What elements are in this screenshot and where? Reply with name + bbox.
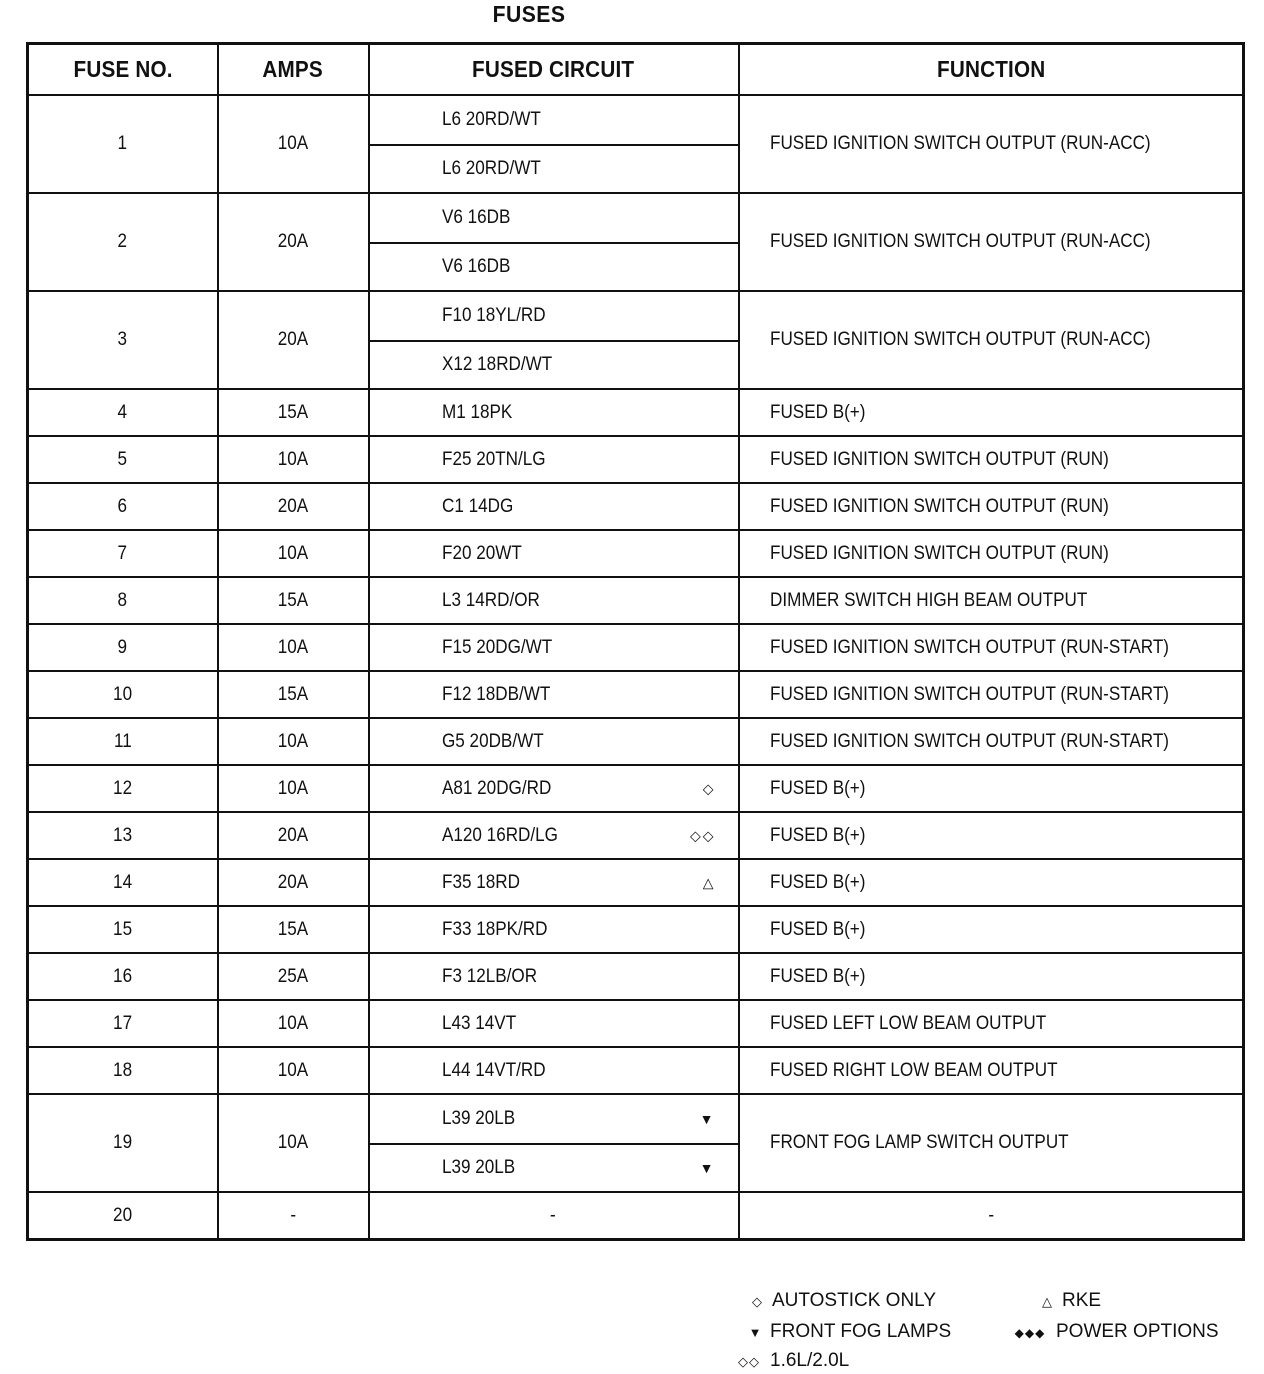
- amps-cell: [218, 1192, 369, 1240]
- amps-cell: [218, 1000, 369, 1047]
- table-row: [28, 1000, 1244, 1047]
- page-title: FUSES: [492, 1, 566, 27]
- header-fuse-no: FUSE NO.: [28, 44, 218, 96]
- amps-cell: [218, 718, 369, 765]
- amps-value: -: [290, 1204, 296, 1226]
- fused-circuit-cell: [369, 859, 739, 906]
- fuse-number: 2: [117, 231, 128, 252]
- circuit-item: [370, 578, 738, 623]
- triangle-icon: △: [702, 874, 716, 890]
- fuse-number: 12: [113, 777, 133, 799]
- down-triangle-icon: ▼: [699, 1160, 716, 1176]
- legend-label: FRONT FOG LAMPS: [770, 1321, 952, 1342]
- amps-value: 20A: [277, 871, 309, 893]
- function-text: -: [987, 1204, 994, 1226]
- fuse-number: 7: [117, 542, 128, 564]
- fuse-number-cell: [28, 671, 218, 718]
- function-cell: [739, 953, 1244, 1000]
- fused-circuit-cell: [369, 906, 739, 953]
- fuse-number: 5: [117, 448, 128, 470]
- table-row: [28, 389, 1244, 436]
- circuit-item: [370, 625, 738, 670]
- fuse-number-cell: [28, 1192, 218, 1240]
- fuse-number: 10: [113, 683, 133, 705]
- circuit-code: F12 18DB/WT: [441, 683, 550, 705]
- circuit-code: X12 18RD/WT: [441, 354, 552, 375]
- fuse-number: 3: [117, 329, 128, 350]
- fuse-number-cell: [28, 1094, 218, 1192]
- function-text: FUSED IGNITION SWITCH OUTPUT (RUN-ACC): [769, 231, 1151, 252]
- function-text: FUSED B(+): [769, 824, 865, 846]
- function-text: DIMMER SWITCH HIGH BEAM OUTPUT: [769, 589, 1087, 611]
- diamond-icon: ◇: [752, 1294, 762, 1309]
- amps-value: 10A: [277, 1132, 309, 1153]
- fuse-number-cell: [28, 436, 218, 483]
- table-row: [28, 1047, 1244, 1094]
- fuse-number-cell: [28, 624, 218, 671]
- circuit-code: F33 18PK/RD: [441, 918, 548, 940]
- function-cell: [739, 530, 1244, 577]
- circuit-item: [370, 531, 738, 576]
- legend-autostick: [748, 1290, 936, 1312]
- circuit-item: [370, 96, 738, 144]
- amps-cell: [218, 859, 369, 906]
- amps-value: 20A: [277, 329, 309, 350]
- amps-cell: [218, 193, 369, 291]
- table-row: [28, 624, 1244, 671]
- circuit-code: -: [550, 1204, 557, 1226]
- fused-circuit-cell: [369, 483, 739, 530]
- circuit-item: [370, 719, 738, 764]
- amps-value: 10A: [277, 542, 309, 564]
- fuse-table: [26, 42, 1245, 1241]
- fused-circuit-cell: [369, 389, 739, 436]
- table-row: [28, 193, 1244, 291]
- table-row: [28, 718, 1244, 765]
- fuse-number: 16: [113, 965, 133, 987]
- function-cell: [739, 95, 1244, 193]
- fuse-number-cell: [28, 193, 218, 291]
- amps-cell: [218, 906, 369, 953]
- amps-value: 15A: [277, 918, 309, 940]
- function-text: FUSED RIGHT LOW BEAM OUTPUT: [769, 1059, 1058, 1081]
- table-header-row: [28, 44, 1244, 96]
- fuse-number-cell: [28, 1047, 218, 1094]
- amps-value: 15A: [277, 589, 309, 611]
- function-text: FUSED B(+): [769, 777, 865, 799]
- function-cell: [739, 812, 1244, 859]
- fuse-number: 14: [113, 871, 133, 893]
- fused-circuit-cell: [369, 1000, 739, 1047]
- circuit-item: [370, 144, 738, 192]
- fuse-number-cell: [28, 718, 218, 765]
- fused-circuit-cell: [369, 624, 739, 671]
- fuse-number: 1: [117, 133, 128, 154]
- table-row: [28, 291, 1244, 389]
- function-text: FUSED IGNITION SWITCH OUTPUT (RUN-ACC): [769, 133, 1151, 154]
- fuse-number-cell: [28, 1000, 218, 1047]
- function-text: FUSED B(+): [769, 401, 865, 423]
- table-row: [28, 577, 1244, 624]
- function-cell: [739, 1094, 1244, 1192]
- amps-cell: [218, 1047, 369, 1094]
- amps-value: 10A: [277, 636, 309, 658]
- function-cell: [739, 1192, 1244, 1240]
- table-row: [28, 859, 1244, 906]
- amps-cell: [218, 530, 369, 577]
- amps-cell: [218, 483, 369, 530]
- table-row: [28, 530, 1244, 577]
- function-text: FUSED B(+): [769, 918, 865, 940]
- amps-cell: [218, 577, 369, 624]
- double-diamond-icon: ◇◇: [738, 1354, 760, 1369]
- fuse-number: 9: [117, 636, 128, 658]
- circuit-code: L6 20RD/WT: [441, 158, 541, 179]
- function-text: FRONT FOG LAMP SWITCH OUTPUT: [769, 1132, 1069, 1153]
- function-cell: [739, 389, 1244, 436]
- fuse-number: 17: [113, 1012, 133, 1034]
- fused-circuit-cell: [369, 671, 739, 718]
- circuit-item: [370, 340, 738, 388]
- function-text: FUSED B(+): [769, 965, 865, 987]
- circuit-item: [370, 194, 738, 242]
- amps-value: 15A: [277, 401, 309, 423]
- table-row: [28, 812, 1244, 859]
- amps-cell: [218, 953, 369, 1000]
- table-row: [28, 95, 1244, 193]
- circuit-item: [370, 766, 738, 811]
- fuse-number-cell: [28, 859, 218, 906]
- function-text: FUSED IGNITION SWITCH OUTPUT (RUN): [769, 542, 1109, 564]
- fused-circuit-cell: [369, 1094, 739, 1192]
- amps-cell: [218, 389, 369, 436]
- function-cell: [739, 1047, 1244, 1094]
- amps-cell: [218, 1094, 369, 1192]
- amps-cell: [218, 291, 369, 389]
- fused-circuit-cell: [369, 953, 739, 1000]
- amps-cell: [218, 624, 369, 671]
- table-row: [28, 483, 1244, 530]
- double-diamond-icon: ◇◇: [689, 827, 716, 843]
- circuit-code: G5 20DB/WT: [441, 730, 544, 752]
- amps-cell: [218, 765, 369, 812]
- function-cell: [739, 483, 1244, 530]
- fuse-number-cell: [28, 577, 218, 624]
- table-row: [28, 1094, 1244, 1192]
- legend-label: RKE: [1062, 1290, 1102, 1311]
- amps-value: 15A: [277, 683, 309, 705]
- fuse-number: 18: [113, 1059, 133, 1081]
- circuit-item: [370, 813, 738, 858]
- function-cell: [739, 1000, 1244, 1047]
- circuit-item: [370, 1193, 738, 1238]
- header-amps: AMPS: [218, 44, 369, 96]
- circuit-code: L39 20LB: [441, 1157, 515, 1178]
- amps-value: 10A: [277, 777, 309, 799]
- header-fused-circuit: FUSED CIRCUIT: [369, 44, 739, 96]
- circuit-code: F10 18YL/RD: [441, 305, 546, 326]
- fused-circuit-cell: [369, 530, 739, 577]
- amps-value: 10A: [277, 133, 309, 154]
- fused-circuit-cell: [369, 436, 739, 483]
- fused-circuit-cell: [369, 718, 739, 765]
- amps-cell: [218, 95, 369, 193]
- fuse-number: 13: [113, 824, 133, 846]
- circuit-item: [370, 390, 738, 435]
- function-text: FUSED IGNITION SWITCH OUTPUT (RUN): [769, 448, 1109, 470]
- amps-value: 20A: [277, 495, 309, 517]
- fuse-number-cell: [28, 765, 218, 812]
- amps-value: 25A: [277, 965, 309, 987]
- fused-circuit-cell: [369, 193, 739, 291]
- function-cell: [739, 193, 1244, 291]
- legend-label: POWER OPTIONS: [1056, 1321, 1219, 1342]
- circuit-item: [370, 1048, 738, 1093]
- down-triangle-icon: ▼: [699, 1111, 716, 1127]
- circuit-code: F3 12LB/OR: [441, 965, 537, 987]
- circuit-item: [370, 860, 738, 905]
- circuit-code: L6 20RD/WT: [441, 109, 541, 130]
- function-cell: [739, 859, 1244, 906]
- circuit-code: V6 16DB: [441, 256, 510, 277]
- table-row: [28, 436, 1244, 483]
- circuit-code: A120 16RD/LG: [441, 824, 558, 846]
- function-cell: [739, 765, 1244, 812]
- circuit-item: [370, 1001, 738, 1046]
- function-text: FUSED LEFT LOW BEAM OUTPUT: [769, 1012, 1046, 1034]
- legend-label: AUTOSTICK ONLY: [772, 1290, 936, 1311]
- amps-value: 10A: [277, 730, 309, 752]
- fuse-number-cell: [28, 291, 218, 389]
- circuit-item: [370, 954, 738, 999]
- fuse-number: 19: [113, 1132, 133, 1153]
- fuse-number: 15: [113, 918, 133, 940]
- circuit-code: C1 14DG: [441, 495, 513, 517]
- circuit-code: A81 20DG/RD: [441, 777, 551, 799]
- amps-value: 10A: [277, 1059, 309, 1081]
- function-cell: [739, 436, 1244, 483]
- amps-value: 20A: [277, 824, 309, 846]
- circuit-code: F25 20TN/LG: [441, 448, 546, 470]
- legend-power: [1010, 1321, 1219, 1343]
- amps-value: 20A: [277, 231, 309, 252]
- legend-rke: [1038, 1290, 1101, 1312]
- table-row: [28, 953, 1244, 1000]
- fuse-number-cell: [28, 389, 218, 436]
- function-text: FUSED IGNITION SWITCH OUTPUT (RUN-START): [769, 730, 1169, 752]
- circuit-item: [370, 242, 738, 290]
- function-cell: [739, 577, 1244, 624]
- function-text: FUSED IGNITION SWITCH OUTPUT (RUN-ACC): [769, 329, 1151, 350]
- fused-circuit-cell: [369, 1047, 739, 1094]
- circuit-code: L43 14VT: [441, 1012, 516, 1034]
- amps-value: 10A: [277, 448, 309, 470]
- circuit-item: [370, 484, 738, 529]
- circuit-item: [370, 907, 738, 952]
- circuit-item: [370, 437, 738, 482]
- function-text: FUSED IGNITION SWITCH OUTPUT (RUN-START): [769, 636, 1169, 658]
- function-cell: [739, 624, 1244, 671]
- fuse-number-cell: [28, 812, 218, 859]
- fuse-number: 11: [113, 730, 132, 752]
- amps-cell: [218, 671, 369, 718]
- table-row: [28, 1192, 1244, 1240]
- function-cell: [739, 718, 1244, 765]
- function-cell: [739, 291, 1244, 389]
- fuse-number: 8: [117, 589, 128, 611]
- function-cell: [739, 906, 1244, 953]
- fused-circuit-cell: [369, 812, 739, 859]
- amps-value: 10A: [277, 1012, 309, 1034]
- function-text: FUSED IGNITION SWITCH OUTPUT (RUN): [769, 495, 1109, 517]
- circuit-code: F20 20WT: [441, 542, 522, 564]
- fuse-number: 20: [113, 1204, 133, 1226]
- fused-circuit-cell: [369, 765, 739, 812]
- function-text: FUSED IGNITION SWITCH OUTPUT (RUN-START): [769, 683, 1169, 705]
- circuit-code: L3 14RD/OR: [441, 589, 540, 611]
- header-function: FUNCTION: [739, 44, 1244, 96]
- fused-circuit-cell: [369, 1192, 739, 1240]
- legend-fog: [746, 1321, 951, 1343]
- circuit-item: [370, 1143, 738, 1191]
- down-triangle-icon: ▼: [748, 1325, 762, 1340]
- circuit-code: L44 14VT/RD: [441, 1059, 546, 1081]
- fuse-number: 6: [117, 495, 128, 517]
- three-diamonds-icon: ◆◆◆: [1014, 1326, 1046, 1340]
- fused-circuit-cell: [369, 95, 739, 193]
- circuit-code: L39 20LB: [441, 1108, 515, 1129]
- function-cell: [739, 671, 1244, 718]
- circuit-code: V6 16DB: [441, 207, 510, 228]
- circuit-item: [370, 1095, 738, 1143]
- function-text: FUSED B(+): [769, 871, 865, 893]
- circuit-item: [370, 292, 738, 340]
- fuse-number-cell: [28, 953, 218, 1000]
- fuse-number-cell: [28, 530, 218, 577]
- circuit-code: F15 20DG/WT: [441, 636, 552, 658]
- amps-cell: [218, 812, 369, 859]
- table-row: [28, 906, 1244, 953]
- diamond-icon: ◇: [702, 780, 716, 796]
- fuse-number-cell: [28, 483, 218, 530]
- fuse-number: 4: [117, 401, 128, 423]
- circuit-item: [370, 672, 738, 717]
- legend-engine: [734, 1350, 849, 1372]
- table-row: [28, 765, 1244, 812]
- legend-label: 1.6L/2.0L: [770, 1350, 850, 1371]
- table-row: [28, 671, 1244, 718]
- amps-cell: [218, 436, 369, 483]
- fuse-number-cell: [28, 906, 218, 953]
- fuse-number-cell: [28, 95, 218, 193]
- circuit-code: M1 18PK: [441, 401, 512, 423]
- circuit-code: F35 18RD: [441, 871, 520, 893]
- fused-circuit-cell: [369, 577, 739, 624]
- triangle-icon: △: [1042, 1294, 1052, 1309]
- fused-circuit-cell: [369, 291, 739, 389]
